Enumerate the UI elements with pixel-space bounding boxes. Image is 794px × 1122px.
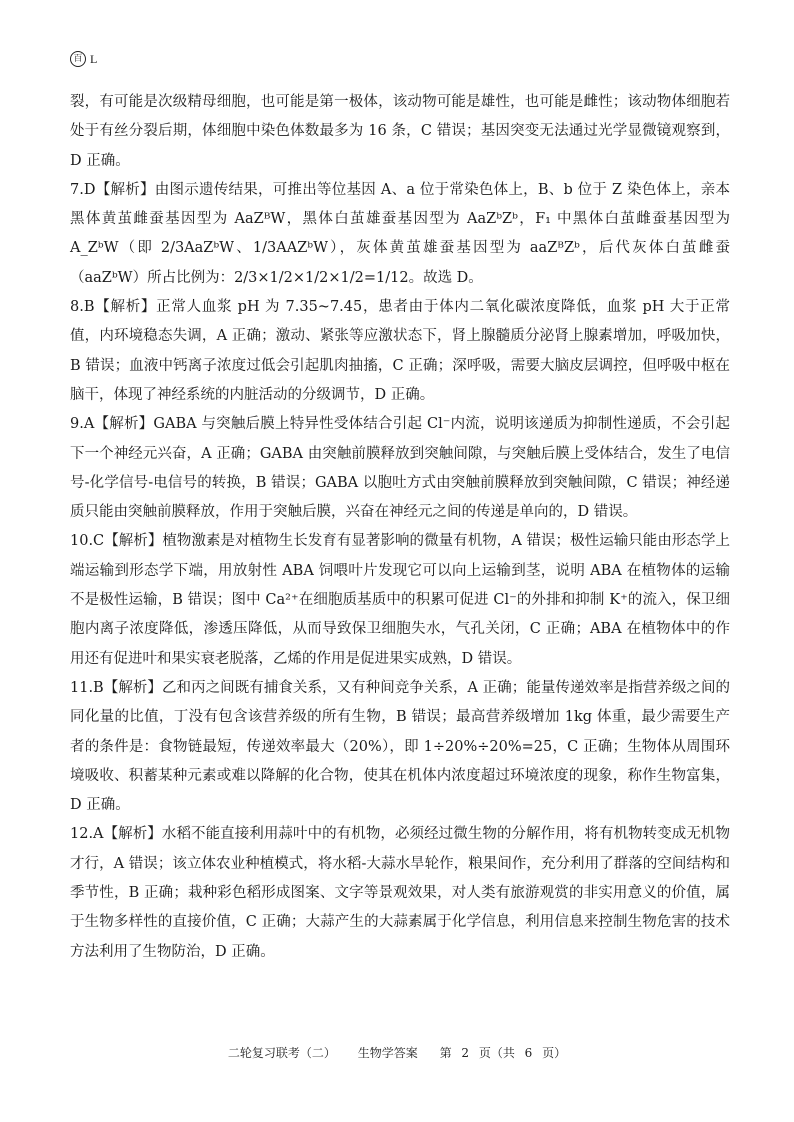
footer-subject: 生物学答案	[357, 1046, 418, 1060]
answer-paragraph-q11: 11.B【解析】乙和丙之间既有捕食关系，又有种间竞争关系，A 正确；能量传递效率是指营养级之间的同化量的比值，丁没有包含该营养级的所有生物，B 错误；最高营养级增加 1kg 体重，最少需要生产者的条件是：食物链最短，传递效率最大（20%），即 1÷20%÷20%=25，C 正确；生物体从周围环境吸收、积蓄某种元素或难以降解的化合物，使其在机体内浓度超过环境浓度的现象，称作生物富集，D 正确。	[70, 679, 730, 814]
answer-paragraph-continuation: 裂，有可能是次级精母细胞，也可能是第一极体，该动物可能是雄性，也可能是雌性；该动物体细胞若处于有丝分裂后期，体细胞中染色体数最多为 16 条，C 错误；基因突变无法通过光学显微镜观察到，D 正确。	[70, 94, 730, 169]
answer-paragraph-q12: 12.A【解析】水稻不能直接利用蒜叶中的有机物，必须经过微生物的分解作用，将有机物转变成无机物才行，A 错误；该立体农业种植模式，将水稻-大蒜水旱轮作，粮果间作，充分利用了群落的空间结构和季节性，B 正确；栽种彩色稻形成图案、文字等景观效果，对人类有旅游观赏的非实用意义的价值，属于生物多样性的直接价值，C 正确；大蒜产生的大蒜素属于化学信息，利用信息来控制生物危害的技术方法利用了生物防治，D 正确。	[70, 826, 730, 960]
page-footer	[0, 1044, 794, 1061]
answer-paragraph-q10: 10.C【解析】植物激素是对植物生长发育有显著影响的微量有机物，A 错误；极性运输只能由形态学上端运输到形态学下端，用放射性 ABA 饲喂叶片发现它可以向上运输到茎，说明 ABA 在植物体的运输不是极性运输，B 错误；图中 Ca²⁺在细胞质基质中的积累可促进 Cl⁻的外排和抑制 K⁺的流入，保卫细胞内离子浓度降低，渗透压降低，从而导致保卫细胞失水，气孔关闭，C 正确；ABA 在植物体中的作用还有促进叶和果实衰老脱落，乙烯的作用是促进果实成熟，D 错误。	[70, 533, 730, 667]
logo-seal-icon: 百	[70, 51, 86, 67]
answer-paragraph-q9: 9.A【解析】GABA 与突触后膜上特异性受体结合引起 Cl⁻内流，说明该递质为抑制性递质，不会引起下一个神经元兴奋，A 正确；GABA 由突触前膜释放到突触间隙，与突触后膜上受体结合，发生了电信号-化学信号-电信号的转换，B 错误；GABA 以胞吐方式由突触前膜释放到突触间隙，C 错误；神经递质只能由突触前膜释放，作用于突触后膜，兴奋在神经元之间的传递是单向的，D 错误。	[70, 416, 730, 521]
answer-content	[70, 88, 730, 967]
brand-logo	[70, 50, 97, 68]
logo-letter: L	[90, 51, 98, 66]
footer-page-number: 第 2 页（共 6 页）	[439, 1046, 567, 1060]
answer-paragraph-q7: 7.D【解析】由图示遗传结果，可推出等位基因 A、a 位于常染色体上，B、b 位于 Z 染色体上，亲本黑体黄茧雌蚕基因型为 AaZᴮW，黑体白茧雄蚕基因型为 AaZᵇZᵇ，F₁ 中黑体白茧雌蚕基因型为 A_ZᵇW（即 2/3AaZᵇW、1/3AAZᵇW），灰体黄茧雄蚕基因型为 aaZᴮZᵇ，后代灰体白茧雌蚕（aaZᵇW）所占比例为：2/3×1/2×1/2×1/2=1/12。故选 D。	[70, 181, 730, 286]
footer-exam-name: 二轮复习联考（二）	[227, 1046, 336, 1060]
answer-paragraph-q8: 8.B【解析】正常人血浆 pH 为 7.35~7.45，患者由于体内二氧化碳浓度降低，血浆 pH 大于正常值，内环境稳态失调，A 正确；激动、紧张等应激状态下，肾上腺髓质分泌肾上腺素增加，呼吸加快，B 错误；血液中钙离子浓度过低会引起肌肉抽搐，C 正确；深呼吸，需要大脑皮层调控，但呼吸中枢在脑干，体现了神经系统的内脏活动的分级调节，D 正确。	[70, 299, 730, 403]
